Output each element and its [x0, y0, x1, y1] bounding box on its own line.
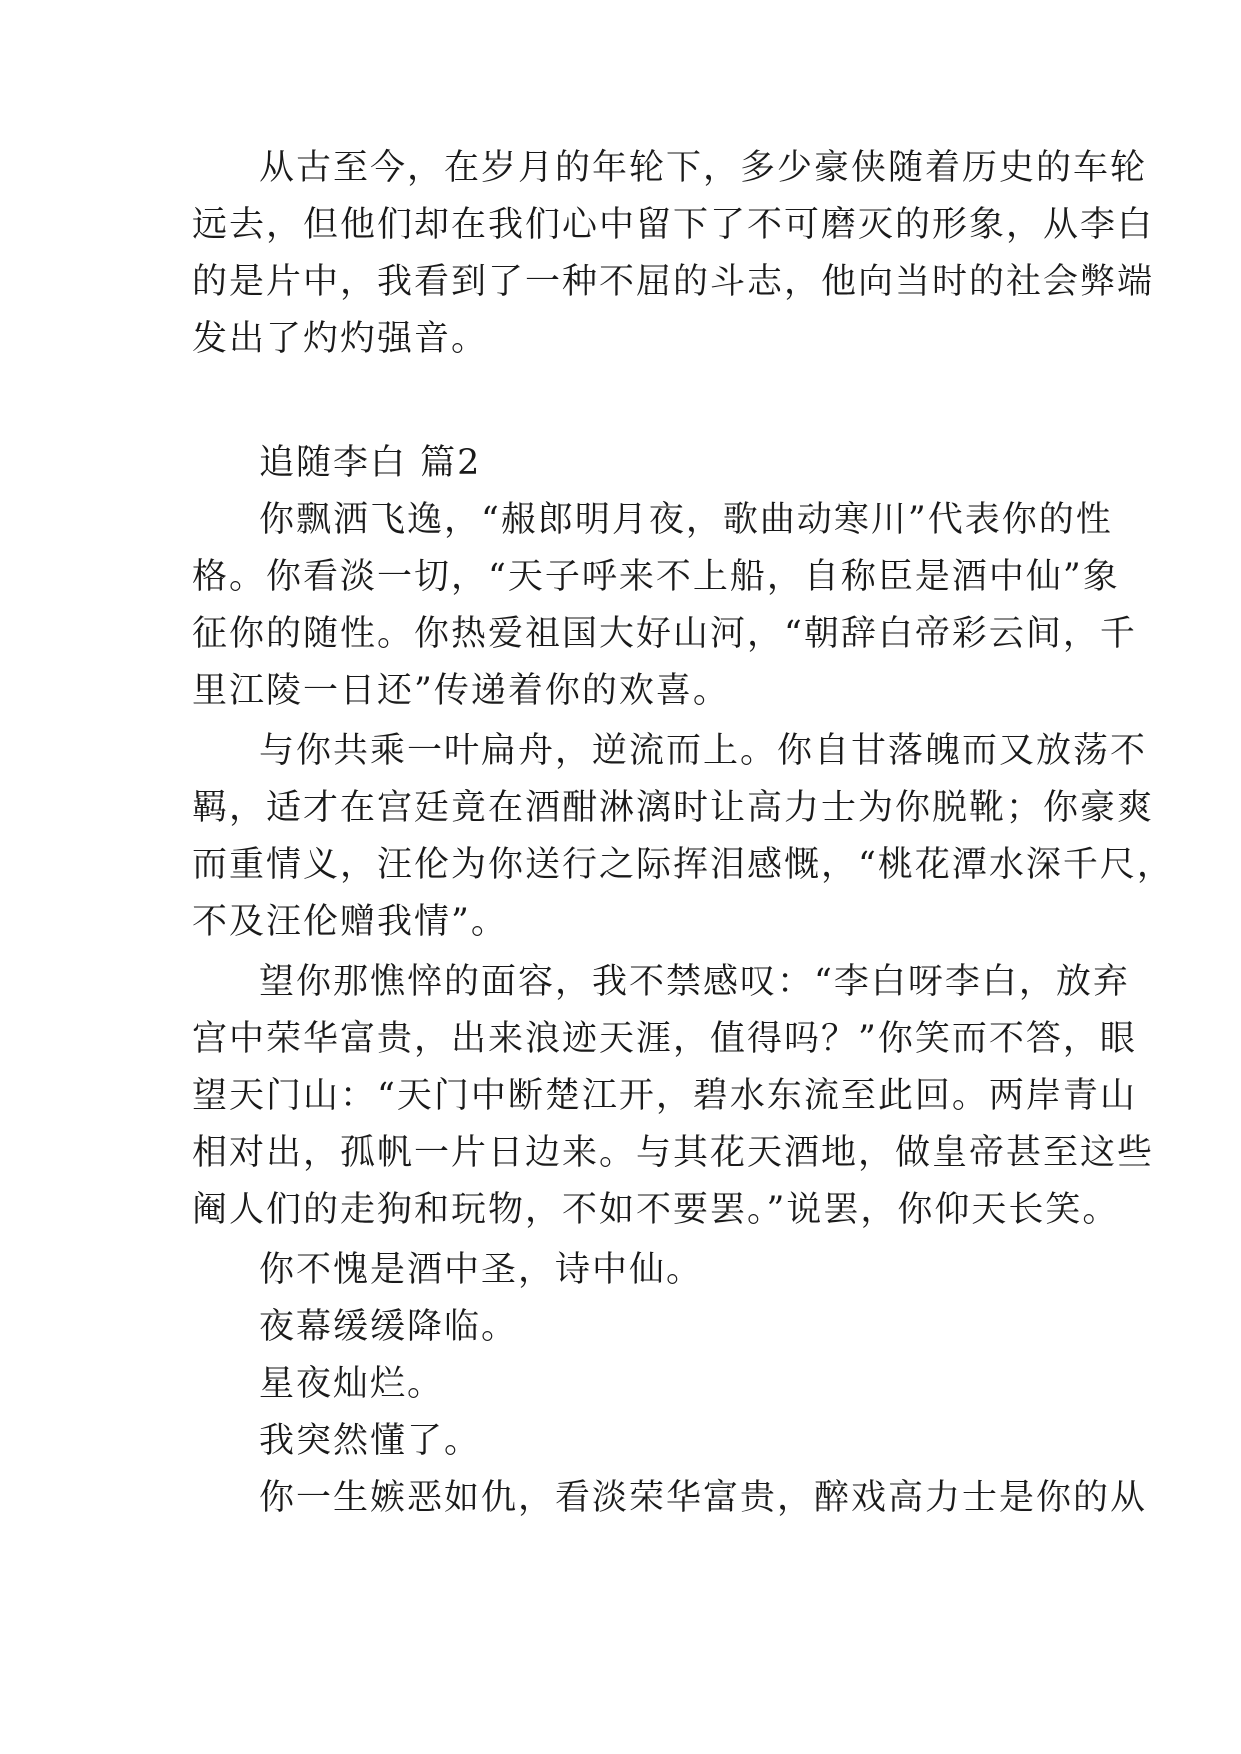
paragraph-line: 你一生嫉恶如仇，看淡荣华富贵，醉戏高力士是你的从	[259, 1478, 1148, 1518]
paragraph-line: 夜幕缓缓降临。	[259, 1307, 519, 1347]
paragraph-line: 相对出，孤帆一片日边来。与其花天酒地，做皇帝甚至这些	[192, 1133, 1155, 1173]
paragraph-line: 不及汪伦赠我情”。	[192, 902, 508, 942]
paragraph-line: 的是片中，我看到了一种不屈的斗志，他向当时的社会弊端	[192, 262, 1155, 302]
paragraph-line: 你不愧是酒中圣，诗中仙。	[259, 1250, 704, 1290]
paragraph-line: 望你那憔悴的面容，我不禁感叹：“李白呀李白，放弃	[259, 962, 1130, 1002]
paragraph-line: 远去，但他们却在我们心中留下了不可磨灭的形象，从李白	[192, 205, 1155, 245]
paragraph-line: 里江陵一日还”传递着你的欢喜。	[192, 671, 730, 711]
paragraph-line: 我突然懂了。	[259, 1421, 482, 1461]
paragraph-line: 而重情义，汪伦为你送行之际挥泪感慨，“桃花潭水深千尺，	[192, 845, 1174, 885]
paragraph-line: 与你共乘一叶扁舟，逆流而上。你自甘落魄而又放荡不	[259, 731, 1148, 771]
section-heading: 追随李白 篇2	[259, 443, 482, 483]
paragraph-line: 格。你看淡一切，“天子呼来不上船，自称臣是酒中仙”象	[192, 557, 1120, 597]
paragraph-line: 宫中荣华富贵，出来浪迹天涯，值得吗？”你笑而不答，眼	[192, 1019, 1137, 1059]
paragraph-line: 星夜灿烂。	[259, 1364, 445, 1404]
paragraph-line: 征你的随性。你热爱祖国大好山河，“朝辞白帝彩云间，千	[192, 614, 1137, 654]
paragraph-line: 羁，适才在宫廷竟在酒酣淋漓时让高力士为你脱靴；你豪爽	[192, 788, 1155, 828]
paragraph-line: 从古至今，在岁月的年轮下，多少豪侠随着历史的车轮	[259, 148, 1148, 188]
paragraph-line: 阉人们的走狗和玩物，不如不要罢。”说罢，你仰天长笑。	[192, 1190, 1120, 1230]
paragraph-line: 你飘洒飞逸，“赧郎明月夜，歌曲动寒川”代表你的性	[259, 500, 1113, 540]
paragraph-line: 发出了灼灼强音。	[192, 319, 489, 359]
paragraph-line: 望天门山：“天门中断楚江开，碧水东流至此回。两岸青山	[192, 1076, 1137, 1116]
